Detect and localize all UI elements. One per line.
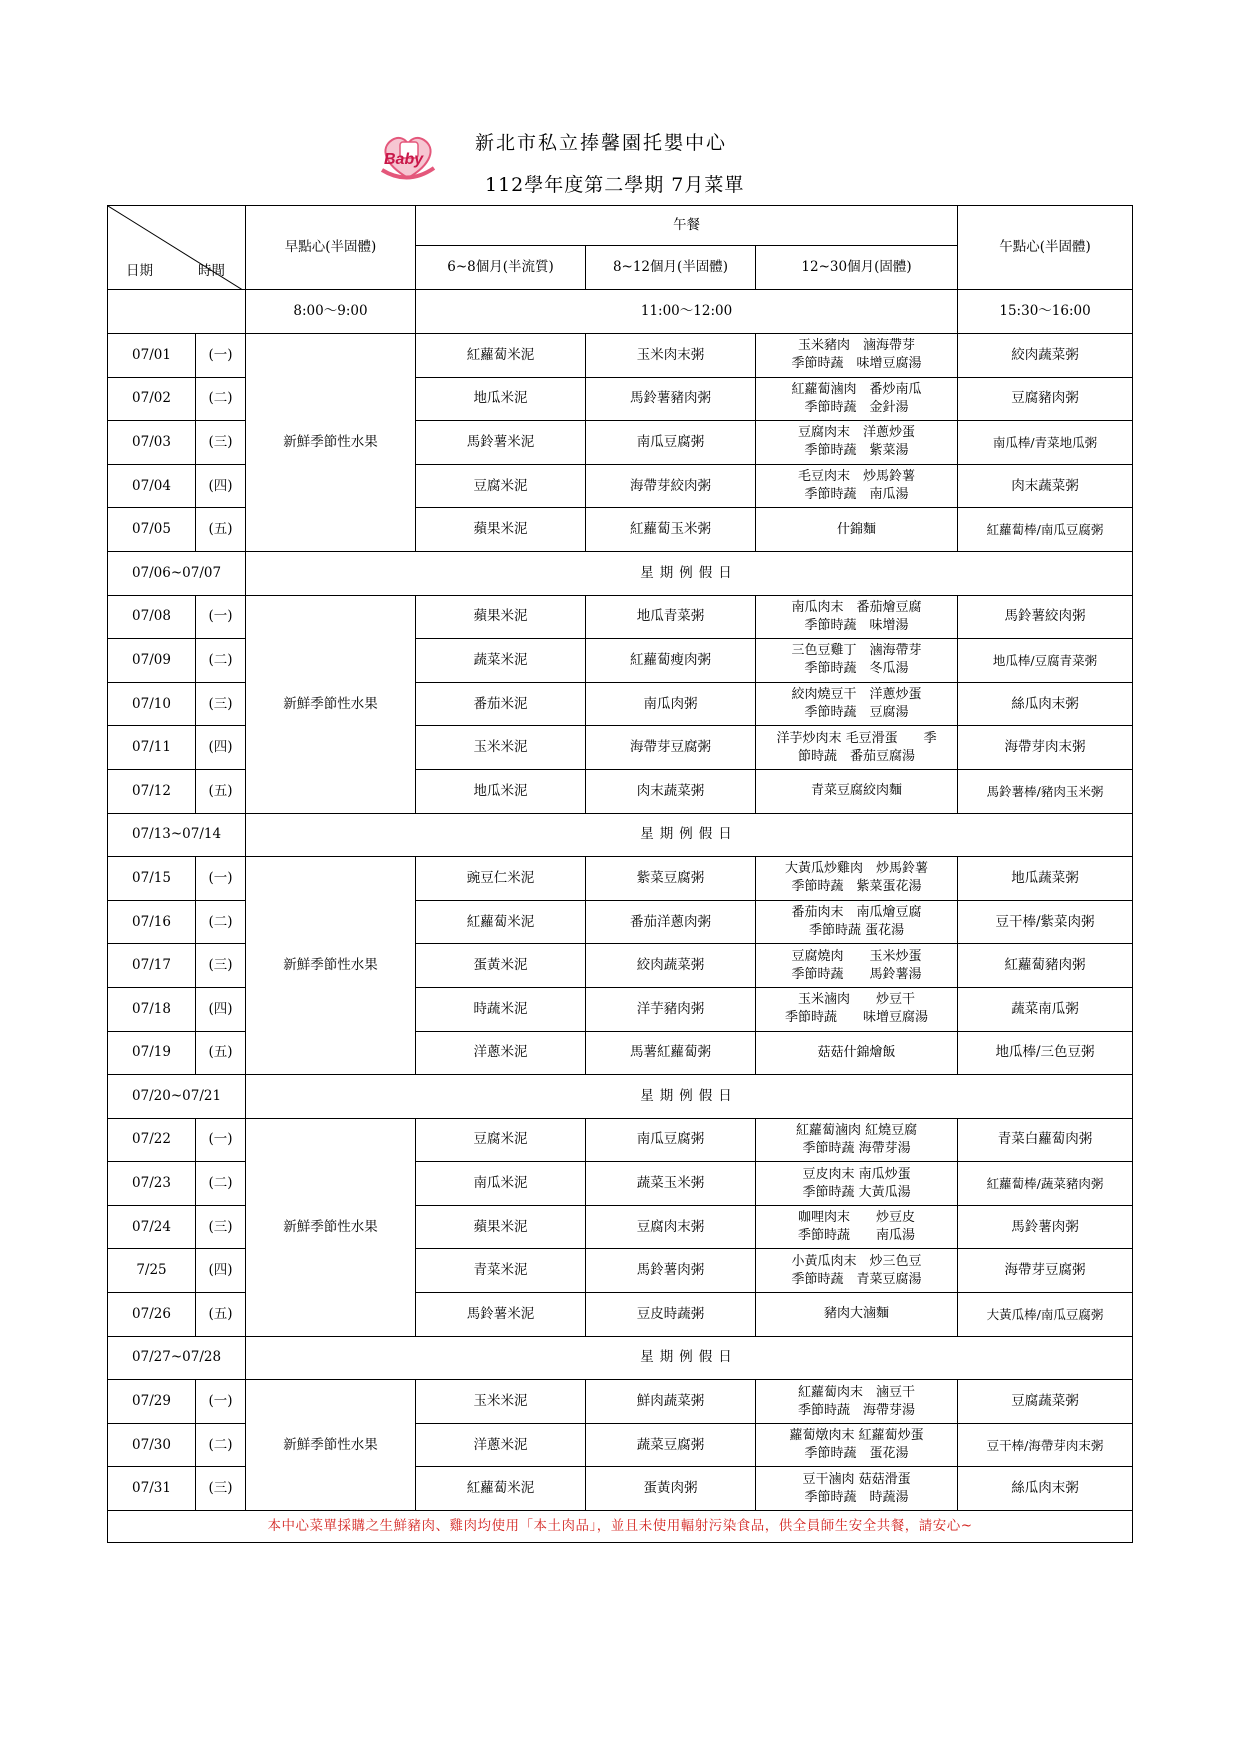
lunch-6-8-cell: 蔬菜米泥 (416, 639, 586, 683)
snack-cell: 絲瓜肉末粥 (958, 1467, 1133, 1511)
lunch-12-30-line-2: 季節時蔬 南瓜湯 (804, 487, 909, 503)
snack-cell: 海帶芽豆腐粥 (958, 1249, 1133, 1293)
lunch-6-8-cell: 地瓜米泥 (416, 377, 586, 421)
menu-row (108, 1118, 1133, 1162)
lunch-8-12-cell: 蛋黃肉粥 (586, 1467, 756, 1511)
weekday-cell: (一) (196, 334, 246, 378)
date-cell: 07/31 (108, 1467, 196, 1511)
lunch-6-8-cell: 紅蘿蔔米泥 (416, 1467, 586, 1511)
lunch-6-8-cell: 蘋果米泥 (416, 1205, 586, 1249)
date-cell: 07/15 (108, 857, 196, 901)
lunch-6-8-cell: 豌豆仁米泥 (416, 857, 586, 901)
snack-cell: 紅蘿蔔棒/南瓜豆腐粥 (958, 508, 1133, 552)
snack-cell: 南瓜棒/青菜地瓜粥 (958, 421, 1133, 465)
menu-row (108, 334, 1133, 378)
date-cell: 07/04 (108, 464, 196, 508)
snack-time: 15:30～16:00 (958, 290, 1133, 334)
weekday-cell: (四) (196, 464, 246, 508)
lunch-8-12-cell: 番茄洋蔥肉粥 (586, 900, 756, 944)
lunch-12-30-line-2: 季節時蔬 馬鈴薯湯 (791, 966, 922, 982)
lunch-12-30-line-2: 季節時蔬 味增豆腐湯 (791, 356, 922, 372)
date-cell: 07/24 (108, 1205, 196, 1249)
snack-cell: 肉末蔬菜粥 (958, 464, 1133, 508)
lunch-6-8-cell: 馬鈴薯米泥 (416, 421, 586, 465)
snack-cell: 大黃瓜棒/南瓜豆腐粥 (958, 1293, 1133, 1337)
breakfast-header: 早點心(半固體) (246, 206, 416, 290)
weekday-cell: (五) (196, 508, 246, 552)
date-cell: 07/16 (108, 900, 196, 944)
breakfast-cell: 新鮮季節性水果 (246, 334, 416, 552)
lunch-6-8-header: 6~8個月(半流質) (416, 246, 586, 290)
lunch-header: 午餐 (416, 206, 958, 246)
lunch-12-30-line-2: 季節時蔬 海帶芽湯 (798, 1402, 916, 1418)
weekday-cell: (一) (196, 595, 246, 639)
date-cell: 07/23 (108, 1162, 196, 1206)
lunch-12-30-cell (756, 1380, 958, 1424)
snack-cell: 地瓜棒/豆腐青菜粥 (958, 639, 1133, 683)
date-cell: 07/02 (108, 377, 196, 421)
header-row-1 (108, 206, 1133, 246)
lunch-12-30-line-1: 番茄肉末 南瓜燴豆腐 (791, 905, 922, 921)
lunch-6-8-cell: 蘋果米泥 (416, 508, 586, 552)
snack-cell: 馬鈴薯棒/豬肉玉米粥 (958, 769, 1133, 813)
lunch-6-8-cell: 馬鈴薯米泥 (416, 1293, 586, 1337)
date-cell: 07/01 (108, 334, 196, 378)
date-cell: 07/12 (108, 769, 196, 813)
lunch-8-12-cell: 紅蘿蔔玉米粥 (586, 508, 756, 552)
lunch-12-30-line-1: 豆皮肉末 南瓜炒蛋 (802, 1166, 911, 1182)
lunch-8-12-cell: 肉末蔬菜粥 (586, 769, 756, 813)
lunch-8-12-cell: 海帶芽豆腐粥 (586, 726, 756, 770)
holiday-label-cell: 星期例假日 (246, 551, 1133, 595)
weekday-cell: (一) (196, 857, 246, 901)
holiday-dates-cell: 07/06~07/07 (108, 551, 246, 595)
lunch-12-30-line-1: 紅蘿蔔滷肉 番炒南瓜 (791, 381, 922, 397)
lunch-12-30-cell (756, 1031, 958, 1075)
lunch-8-12-cell: 馬鈴薯豬肉粥 (586, 377, 756, 421)
snack-cell: 紅蘿蔔棒/蔬菜豬肉粥 (958, 1162, 1133, 1206)
lunch-12-30-line-2: 季節時蔬 紫菜蛋花湯 (791, 879, 922, 895)
weekday-cell: (四) (196, 1249, 246, 1293)
lunch-12-30-line-1: 青菜豆腐絞肉麵 (811, 783, 903, 799)
lunch-8-12-cell: 絞肉蔬菜粥 (586, 944, 756, 988)
lunch-12-30-line-1: 豬肉大滷麵 (824, 1306, 890, 1322)
lunch-8-12-cell: 洋芋豬肉粥 (586, 987, 756, 1031)
lunch-8-12-cell: 鮮肉蔬菜粥 (586, 1380, 756, 1424)
weekday-cell: (二) (196, 1162, 246, 1206)
lunch-12-30-line-2: 季節時蔬 蛋花湯 (804, 1446, 909, 1462)
lunch-12-30-line-1: 洋芋炒肉末 毛豆滑蛋 季 (776, 730, 937, 746)
weekday-cell: (一) (196, 1380, 246, 1424)
lunch-12-30-cell (756, 421, 958, 465)
lunch-8-12-cell: 南瓜肉粥 (586, 682, 756, 726)
lunch-12-30-line-2: 季節時蔬 蛋花湯 (808, 923, 905, 939)
lunch-12-30-line-1: 什錦麵 (837, 521, 877, 537)
lunch-8-12-cell: 紅蘿蔔瘦肉粥 (586, 639, 756, 683)
date-cell: 07/03 (108, 421, 196, 465)
snack-cell: 豆腐豬肉粥 (958, 377, 1133, 421)
lunch-12-30-line-1: 豆腐燒肉 玉米炒蛋 (791, 948, 922, 964)
lunch-6-8-cell: 蘋果米泥 (416, 595, 586, 639)
lunch-8-12-cell: 馬薯紅蘿蔔粥 (586, 1031, 756, 1075)
lunch-12-30-line-2: 季節時蔬 紫菜湯 (804, 443, 909, 459)
lunch-12-30-cell (756, 900, 958, 944)
lunch-12-30-cell (756, 726, 958, 770)
lunch-6-8-cell: 豆腐米泥 (416, 464, 586, 508)
snack-cell: 地瓜棒/三色豆粥 (958, 1031, 1133, 1075)
lunch-12-30-line-1: 紅蘿蔔肉末 滷豆干 (798, 1384, 916, 1400)
time-spacer (108, 290, 246, 334)
snack-cell: 馬鈴薯絞肉粥 (958, 595, 1133, 639)
lunch-12-30-line-1: 絞肉燒豆干 洋蔥炒蛋 (791, 687, 922, 703)
lunch-12-30-line-2: 季節時蔬 時蔬湯 (804, 1489, 909, 1505)
date-cell: 07/19 (108, 1031, 196, 1075)
date-cell: 07/29 (108, 1380, 196, 1424)
snack-cell: 絞肉蔬菜粥 (958, 334, 1133, 378)
lunch-12-30-header: 12~30個月(固體) (756, 246, 958, 290)
weekday-cell: (一) (196, 1118, 246, 1162)
lunch-6-8-cell: 番茄米泥 (416, 682, 586, 726)
breakfast-cell: 新鮮季節性水果 (246, 1118, 416, 1336)
breakfast-cell: 新鮮季節性水果 (246, 595, 416, 813)
date-cell: 07/22 (108, 1118, 196, 1162)
lunch-12-30-line-1: 紅蘿蔔滷肉 紅燒豆腐 (795, 1122, 918, 1138)
lunch-6-8-cell: 玉米米泥 (416, 726, 586, 770)
weekday-cell: (五) (196, 1031, 246, 1075)
term-title: 112學年度第二學期 7月菜單 (485, 174, 745, 196)
date-cell: 07/26 (108, 1293, 196, 1337)
snack-cell: 絲瓜肉末粥 (958, 682, 1133, 726)
snack-cell: 紅蘿蔔豬肉粥 (958, 944, 1133, 988)
breakfast-cell: 新鮮季節性水果 (246, 1380, 416, 1511)
lunch-6-8-cell: 南瓜米泥 (416, 1162, 586, 1206)
lunch-12-30-cell (756, 1162, 958, 1206)
lunch-6-8-cell: 玉米米泥 (416, 1380, 586, 1424)
lunch-12-30-line-1: 豆干滷肉 菇菇滑蛋 (802, 1471, 911, 1487)
date-cell: 07/17 (108, 944, 196, 988)
lunch-12-30-line-2: 季節時蔬 海帶芽湯 (802, 1140, 911, 1156)
logo-text: Baby (384, 151, 424, 168)
snack-cell: 豆腐蔬菜粥 (958, 1380, 1133, 1424)
lunch-6-8-cell: 洋蔥米泥 (416, 1423, 586, 1467)
snack-cell: 海帶芽肉末粥 (958, 726, 1133, 770)
weekday-cell: (三) (196, 1467, 246, 1511)
lunch-12-30-cell (756, 857, 958, 901)
snack-cell: 地瓜蔬菜粥 (958, 857, 1133, 901)
lunch-12-30-line-2: 季節時蔬 青菜豆腐湯 (791, 1271, 922, 1287)
lunch-12-30-line-2: 季節時蔬 大黃瓜湯 (802, 1184, 911, 1200)
weekday-cell: (三) (196, 682, 246, 726)
lunch-12-30-line-2: 季節時蔬 南瓜湯 (798, 1228, 916, 1244)
lunch-12-30-cell (756, 464, 958, 508)
holiday-label-cell: 星期例假日 (246, 813, 1133, 857)
time-row (108, 290, 1133, 334)
lunch-12-30-line-1: 咖哩肉末 炒豆皮 (798, 1210, 916, 1226)
weekday-cell: (三) (196, 421, 246, 465)
breakfast-cell: 新鮮季節性水果 (246, 857, 416, 1075)
lunch-12-30-line-1: 毛豆肉末 炒馬鈴薯 (798, 469, 916, 485)
snack-cell: 馬鈴薯肉粥 (958, 1205, 1133, 1249)
weekday-cell: (三) (196, 944, 246, 988)
lunch-6-8-cell: 紅蘿蔔米泥 (416, 900, 586, 944)
weekday-cell: (三) (196, 1205, 246, 1249)
lunch-8-12-cell: 豆皮時蔬粥 (586, 1293, 756, 1337)
lunch-12-30-line-1: 蘿蔔燉肉末 紅蘿蔔炒蛋 (789, 1428, 924, 1444)
date-cell: 07/09 (108, 639, 196, 683)
lunch-8-12-cell: 蔬菜玉米粥 (586, 1162, 756, 1206)
lunch-time: 11:00～12:00 (416, 290, 958, 334)
holiday-row (108, 1336, 1133, 1380)
weekday-cell: (五) (196, 769, 246, 813)
lunch-12-30-line-2: 季節時蔬 味增豆腐湯 (785, 1010, 929, 1026)
time-label: 時間 (198, 263, 225, 279)
lunch-12-30-line-1: 南瓜肉末 番茄燴豆腐 (791, 599, 922, 615)
lunch-6-8-cell: 蛋黃米泥 (416, 944, 586, 988)
lunch-6-8-cell: 洋蔥米泥 (416, 1031, 586, 1075)
lunch-12-30-cell (756, 508, 958, 552)
footer-note: 本中心菜單採購之生鮮豬肉、雞肉均使用「本土肉品」，並且未使用輻射污染食品，供全員師生安全共餐，請安心~ (108, 1511, 1133, 1543)
lunch-8-12-cell: 紫菜豆腐粥 (586, 857, 756, 901)
weekday-cell: (二) (196, 639, 246, 683)
snack-cell: 豆干棒/紫菜肉粥 (958, 900, 1133, 944)
lunch-12-30-cell (756, 944, 958, 988)
weekday-cell: (二) (196, 377, 246, 421)
lunch-12-30-cell (756, 595, 958, 639)
menu-table (107, 205, 1133, 1543)
lunch-12-30-cell (756, 377, 958, 421)
lunch-6-8-cell: 地瓜米泥 (416, 769, 586, 813)
lunch-8-12-cell: 豆腐肉末粥 (586, 1205, 756, 1249)
date-cell: 7/25 (108, 1249, 196, 1293)
weekday-cell: (二) (196, 900, 246, 944)
lunch-12-30-cell (756, 1118, 958, 1162)
holiday-dates-cell: 07/27~07/28 (108, 1336, 246, 1380)
lunch-12-30-cell (756, 1293, 958, 1337)
holiday-row (108, 551, 1133, 595)
menu-row (108, 1380, 1133, 1424)
weekday-cell: (四) (196, 726, 246, 770)
lunch-12-30-cell (756, 1423, 958, 1467)
lunch-8-12-header: 8~12個月(半固體) (586, 246, 756, 290)
weekday-cell: (四) (196, 987, 246, 1031)
snack-header: 午點心(半固體) (958, 206, 1133, 290)
date-time-header-cell (108, 206, 246, 290)
holiday-label-cell: 星期例假日 (246, 1075, 1133, 1119)
lunch-12-30-line-1: 玉米滷肉 炒豆干 (798, 992, 916, 1008)
date-cell: 07/11 (108, 726, 196, 770)
holiday-row (108, 813, 1133, 857)
menu-row (108, 595, 1133, 639)
holiday-dates-cell: 07/20~07/21 (108, 1075, 246, 1119)
weekday-cell: (二) (196, 1423, 246, 1467)
lunch-12-30-line-2: 季節時蔬 豆腐湯 (804, 705, 909, 721)
lunch-12-30-cell (756, 1205, 958, 1249)
date-cell: 07/10 (108, 682, 196, 726)
lunch-12-30-line-1: 菇菇什錦燴飯 (817, 1044, 896, 1060)
lunch-8-12-cell: 海帶芽絞肉粥 (586, 464, 756, 508)
lunch-12-30-line-1: 玉米豬肉 滷海帶芽 (798, 338, 916, 354)
holiday-label-cell: 星期例假日 (246, 1336, 1133, 1380)
snack-cell: 青菜白蘿蔔肉粥 (958, 1118, 1133, 1162)
footer-row (108, 1511, 1133, 1543)
lunch-8-12-cell: 地瓜青菜粥 (586, 595, 756, 639)
lunch-12-30-cell (756, 769, 958, 813)
lunch-12-30-line-1: 豆腐肉末 洋蔥炒蛋 (798, 425, 916, 441)
date-cell: 07/30 (108, 1423, 196, 1467)
lunch-6-8-cell: 青菜米泥 (416, 1249, 586, 1293)
lunch-8-12-cell: 蔬菜豆腐粥 (586, 1423, 756, 1467)
holiday-row (108, 1075, 1133, 1119)
lunch-8-12-cell: 南瓜豆腐粥 (586, 1118, 756, 1162)
date-cell: 07/18 (108, 987, 196, 1031)
date-cell: 07/05 (108, 508, 196, 552)
menu-row (108, 857, 1133, 901)
lunch-8-12-cell: 玉米肉末粥 (586, 334, 756, 378)
lunch-12-30-cell (756, 334, 958, 378)
lunch-8-12-cell: 馬鈴薯肉粥 (586, 1249, 756, 1293)
date-label: 日期 (126, 263, 153, 279)
lunch-12-30-line-2: 季節時蔬 味增湯 (804, 617, 909, 633)
baby-logo-icon (378, 130, 438, 182)
snack-cell: 蔬菜南瓜粥 (958, 987, 1133, 1031)
lunch-12-30-line-1: 小黃瓜肉末 炒三色豆 (791, 1253, 922, 1269)
holiday-dates-cell: 07/13~07/14 (108, 813, 246, 857)
lunch-6-8-cell: 紅蘿蔔米泥 (416, 334, 586, 378)
lunch-6-8-cell: 豆腐米泥 (416, 1118, 586, 1162)
lunch-12-30-cell (756, 682, 958, 726)
lunch-12-30-line-2: 季節時蔬 金針湯 (804, 399, 909, 415)
lunch-12-30-line-1: 大黃瓜炒雞肉 炒馬鈴薯 (785, 861, 929, 877)
weekday-cell: (五) (196, 1293, 246, 1337)
snack-cell: 豆干棒/海帶芽肉末粥 (958, 1423, 1133, 1467)
lunch-8-12-cell: 南瓜豆腐粥 (586, 421, 756, 465)
center-name: 新北市私立捧馨園托嬰中心 (475, 132, 728, 154)
lunch-6-8-cell: 時蔬米泥 (416, 987, 586, 1031)
lunch-12-30-cell (756, 987, 958, 1031)
lunch-12-30-cell (756, 1467, 958, 1511)
lunch-12-30-line-1: 三色豆雞丁 滷海帶芽 (791, 643, 922, 659)
breakfast-time: 8:00～9:00 (246, 290, 416, 334)
lunch-12-30-cell (756, 1249, 958, 1293)
page-header (0, 120, 1240, 200)
date-cell: 07/08 (108, 595, 196, 639)
lunch-12-30-line-2: 節時蔬 番茄豆腐湯 (798, 748, 916, 764)
lunch-12-30-line-2: 季節時蔬 冬瓜湯 (804, 661, 909, 677)
lunch-12-30-cell (756, 639, 958, 683)
